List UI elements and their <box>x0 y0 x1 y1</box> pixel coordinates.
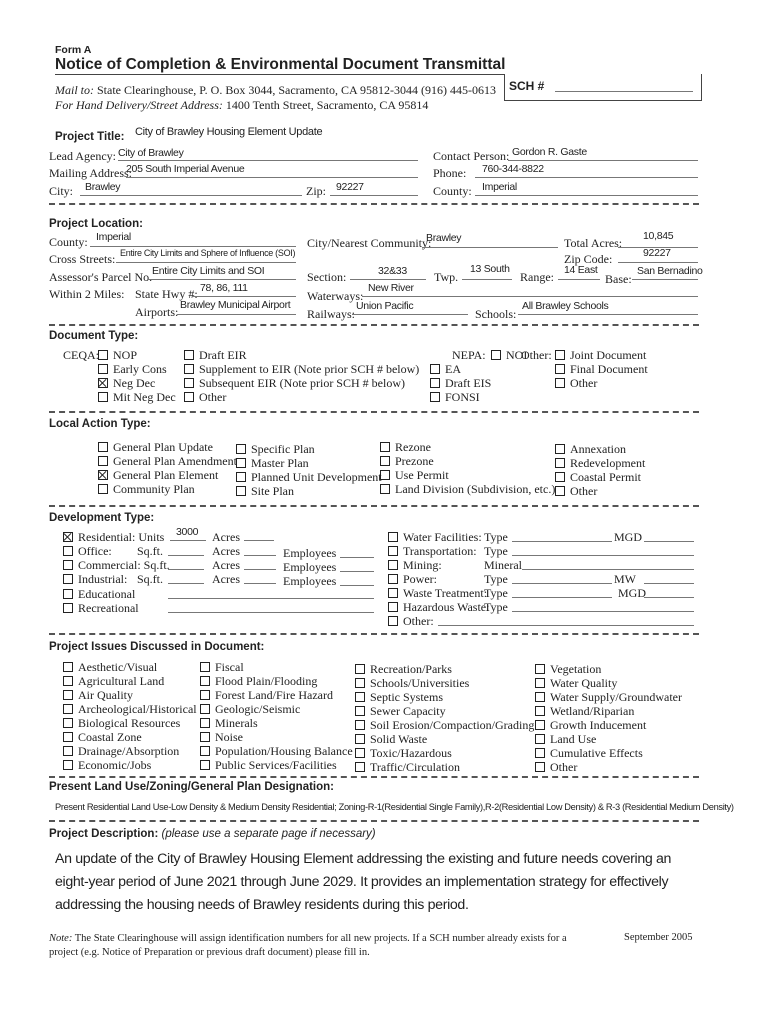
checkbox-icon <box>535 720 545 730</box>
zip-label: Zip: <box>306 184 326 198</box>
airports-value[interactable]: Brawley Municipal Airport <box>180 299 291 311</box>
local-action-annexation[interactable]: Annexation <box>555 442 626 457</box>
total-acres-label: Total Acres: <box>564 236 623 250</box>
checkbox-icon <box>555 364 565 374</box>
loc-zipcode-value[interactable]: 92227 <box>643 247 671 259</box>
issue-water-supply-groundwater[interactable]: Water Supply/Groundwater <box>535 690 682 705</box>
dev-industrial[interactable]: Industrial: <box>63 572 127 587</box>
divider <box>49 203 699 205</box>
ceqa-mit-neg-dec[interactable]: Mit Neg Dec <box>98 390 176 405</box>
dev-educational[interactable]: Educational <box>63 587 135 602</box>
sch-box: SCH # <box>504 74 702 101</box>
local-action-use-permit[interactable]: Use Permit <box>380 468 449 483</box>
nepa-ea[interactable]: EA <box>430 362 461 377</box>
issue-economic-jobs[interactable]: Economic/Jobs <box>63 758 151 773</box>
checkbox-icon <box>98 378 108 388</box>
base-value[interactable]: San Bernadino <box>637 265 703 277</box>
ceqa-subsequent-eir-note-prior-sch-below[interactable]: Subsequent EIR (Note prior SCH # below) <box>184 376 405 391</box>
ceqa-nop[interactable]: NOP <box>98 348 137 363</box>
airports-label: Airports: <box>135 305 179 319</box>
industrial-acres-line <box>244 583 276 584</box>
issue-aesthetic-visual[interactable]: Aesthetic/Visual <box>63 660 157 675</box>
checkbox-icon <box>355 720 365 730</box>
ceqa-early-cons[interactable]: Early Cons <box>98 362 167 377</box>
office-acres-line <box>244 555 276 556</box>
form-label: Form A <box>55 44 92 56</box>
issue-other[interactable]: Other <box>535 760 577 775</box>
hwy-line <box>192 296 296 297</box>
base-label: Base: <box>605 272 632 286</box>
dev-residential[interactable]: Residential: Units <box>63 530 164 545</box>
checkbox-icon <box>63 704 73 714</box>
checkbox-icon <box>535 762 545 772</box>
dev-recreational[interactable]: Recreational <box>63 601 139 616</box>
dev-waste-treatment[interactable]: Waste Treatment: <box>388 586 487 601</box>
checkbox-icon <box>98 456 108 466</box>
checkbox-icon <box>535 678 545 688</box>
checkbox-icon <box>430 378 440 388</box>
checkbox-icon <box>535 692 545 702</box>
checkbox-icon <box>184 350 194 360</box>
title-underline <box>55 74 505 75</box>
checkbox-icon <box>200 760 210 770</box>
dev-power-type-label: Type <box>484 572 508 586</box>
waterways-value[interactable]: New River <box>368 282 414 294</box>
checkbox-icon <box>555 350 565 360</box>
project-issues-heading: Project Issues Discussed in Document: <box>49 641 265 653</box>
issue-water-quality[interactable]: Water Quality <box>535 676 617 691</box>
recreational-line <box>168 612 374 613</box>
dev-waste-treatment-extra-line <box>644 597 694 598</box>
phone-line <box>475 177 698 178</box>
checkbox-icon <box>380 442 390 452</box>
checkbox-icon <box>380 456 390 466</box>
issue-noise[interactable]: Noise <box>200 730 243 745</box>
dev-power-mw-label: MW <box>614 572 636 586</box>
checkbox-icon <box>63 589 73 599</box>
local-action-heading: Local Action Type: <box>49 418 151 430</box>
hwy-label: State Hwy #: <box>135 287 198 301</box>
zip-line <box>330 195 418 196</box>
dev-hazardous-waste-line <box>512 611 694 612</box>
checkbox-icon <box>200 690 210 700</box>
industrial-employees-line <box>340 585 374 586</box>
checkbox-icon <box>355 748 365 758</box>
checkbox-icon <box>63 560 73 570</box>
loc-county-value[interactable]: Imperial <box>96 231 131 243</box>
range-value[interactable]: 14 East <box>564 264 598 276</box>
waterways-label: Waterways: <box>307 289 364 303</box>
divider <box>49 505 699 507</box>
other-label: Other: <box>521 348 552 362</box>
twp-line <box>462 279 512 280</box>
project-location-heading: Project Location: <box>49 218 143 230</box>
issue-geologic-seismic[interactable]: Geologic/Seismic <box>200 702 300 717</box>
dev-power[interactable]: Power: <box>388 572 437 587</box>
checkbox-icon <box>98 442 108 452</box>
industrial-employees-label: Employees <box>283 574 337 588</box>
issue-land-use[interactable]: Land Use <box>535 732 596 747</box>
divider <box>49 324 699 326</box>
dev-power-extra-line <box>644 583 694 584</box>
railways-value[interactable]: Union Pacific <box>356 300 414 312</box>
dev-other[interactable]: Other: <box>388 614 434 629</box>
sch-number-field[interactable] <box>555 91 693 92</box>
residential-acres-label: Acres <box>212 530 240 544</box>
schools-value[interactable]: All Brawley Schools <box>522 300 609 312</box>
lead-agency-value[interactable]: City of Brawley <box>118 147 184 159</box>
issue-flood-plain-flooding[interactable]: Flood Plain/Flooding <box>200 674 317 689</box>
office-employees-label: Employees <box>283 546 337 560</box>
units-value[interactable]: 3000 <box>176 526 199 538</box>
local-action-specific-plan[interactable]: Specific Plan <box>236 442 315 457</box>
checkbox-icon <box>63 732 73 742</box>
railways-label: Railways: <box>307 307 355 321</box>
lead-agency-label: Lead Agency: <box>49 149 116 163</box>
checkbox-icon <box>98 470 108 480</box>
base-line <box>632 279 698 280</box>
railways-line <box>352 314 468 315</box>
checkbox-icon <box>63 574 73 584</box>
cross-streets-label: Cross Streets: <box>49 252 116 266</box>
range-line <box>558 279 600 280</box>
section-line <box>350 279 426 280</box>
dev-office[interactable]: Office: <box>63 544 112 559</box>
checkbox-icon <box>236 486 246 496</box>
checkbox-icon <box>98 350 108 360</box>
land-use-heading: Present Land Use/Zoning/General Plan Designation: <box>49 781 334 793</box>
industrial-sqft-line <box>168 583 204 584</box>
industrial-acres-label: Acres <box>212 572 240 586</box>
checkbox-icon <box>63 676 73 686</box>
nearest-community-line <box>422 247 558 248</box>
ceqa-other[interactable]: Other <box>184 390 226 405</box>
checkbox-icon <box>491 350 501 360</box>
office-acres-label: Acres <box>212 544 240 558</box>
issue-forest-land-fire-hazard[interactable]: Forest Land/Fire Hazard <box>200 688 333 703</box>
mailing-address-line <box>126 177 418 178</box>
checkbox-icon <box>184 378 194 388</box>
divider <box>49 776 699 778</box>
commercial-employees-line <box>340 571 374 572</box>
checkbox-icon <box>355 706 365 716</box>
dev-mining[interactable]: Mining: <box>388 558 442 573</box>
mail-to-line: Mail to: State Clearinghouse, P. O. Box 3044, Sacramento, CA 95812-3044 (916) 445-0613 <box>55 83 496 97</box>
checkbox-icon <box>184 364 194 374</box>
issue-drainage-absorption[interactable]: Drainage/Absorption <box>63 744 179 759</box>
residential-acres-line <box>244 540 274 541</box>
nearest-community-label: City/Nearest Community: <box>307 236 432 250</box>
checkbox-icon <box>555 458 565 468</box>
office-sqft-line <box>168 555 204 556</box>
dev-waste-treatment-line <box>512 597 612 598</box>
checkbox-icon <box>388 532 398 542</box>
waterways-line <box>362 296 698 297</box>
issue-archeological-historical[interactable]: Archeological/Historical <box>63 702 197 717</box>
ceqa-neg-dec[interactable]: Neg Dec <box>98 376 155 391</box>
mailing-address-label: Mailing Address: <box>49 166 132 180</box>
contact-label: Contact Person: <box>433 149 510 163</box>
local-action-land-division-subdivision-etc[interactable]: Land Division (Subdivision, etc.) <box>380 482 555 497</box>
checkbox-icon <box>63 690 73 700</box>
within-label: Within 2 Miles: <box>49 287 125 301</box>
lead-agency-line <box>118 160 418 161</box>
issue-sewer-capacity[interactable]: Sewer Capacity <box>355 704 446 719</box>
issue-coastal-zone[interactable]: Coastal Zone <box>63 730 142 745</box>
county-line <box>475 195 698 196</box>
apn-value[interactable]: Entire City Limits and SOI <box>152 265 265 277</box>
other-other[interactable]: Other <box>555 376 597 391</box>
local-action-other[interactable]: Other <box>555 484 597 499</box>
dev-waste-treatment-type-label: Type <box>484 586 508 600</box>
checkbox-icon <box>236 472 246 482</box>
checkbox-icon <box>555 444 565 454</box>
checkbox-icon <box>63 746 73 756</box>
loc-county-label: County: <box>49 235 88 249</box>
checkbox-icon <box>63 662 73 672</box>
checkbox-icon <box>430 364 440 374</box>
checkbox-icon <box>388 616 398 626</box>
contact-value[interactable]: Gordon R. Gaste <box>512 146 587 158</box>
commercial-acres-line <box>244 569 276 570</box>
checkbox-icon <box>236 458 246 468</box>
zip-value[interactable]: 92227 <box>336 181 364 193</box>
dev-water-facilities-mgd-label: MGD <box>614 530 643 544</box>
checkbox-icon <box>388 546 398 556</box>
dev-hazardous-waste[interactable]: Hazardous Waste: <box>388 600 489 615</box>
cross-streets-line <box>116 262 296 263</box>
commercial-acres-label: Acres <box>212 558 240 572</box>
checkbox-icon <box>388 574 398 584</box>
twp-value[interactable]: 13 South <box>470 263 510 275</box>
issue-vegetation[interactable]: Vegetation <box>535 662 601 677</box>
airports-line <box>177 314 296 315</box>
local-action-planned-unit-development[interactable]: Planned Unit Development <box>236 470 382 485</box>
checkbox-icon <box>430 392 440 402</box>
nepa-label: NEPA: <box>452 348 486 362</box>
project-title-label: Project Title: <box>55 131 125 143</box>
local-action-general-plan-update[interactable]: General Plan Update <box>98 440 213 455</box>
local-action-site-plan[interactable]: Site Plan <box>236 484 294 499</box>
project-description-heading: Project Description: (please use a separate page if necessary) <box>49 828 376 840</box>
project-description-value[interactable]: An update of the City of Brawley Housing Element addressing the existing and future needs covering an eight-year period of June 2021 through June 2029. It provides an implementation strategy for effectively addressing the housing needs of Brawley residents during this period. <box>55 851 672 913</box>
issue-fiscal[interactable]: Fiscal <box>200 660 244 675</box>
checkbox-icon <box>200 746 210 756</box>
schools-label: Schools: <box>475 307 517 321</box>
range-label: Range: <box>520 270 554 284</box>
checkbox-icon <box>63 603 73 613</box>
hand-delivery-line: For Hand Delivery/Street Address: 1400 Tenth Street, Sacramento, CA 95814 <box>55 98 429 112</box>
checkbox-icon <box>98 392 108 402</box>
issue-traffic-circulation[interactable]: Traffic/Circulation <box>355 760 460 775</box>
checkbox-icon <box>380 484 390 494</box>
loc-zipcode-label: Zip Code: <box>564 252 613 266</box>
issue-agricultural-land[interactable]: Agricultural Land <box>63 674 164 689</box>
checkbox-icon <box>200 676 210 686</box>
issue-toxic-hazardous[interactable]: Toxic/Hazardous <box>355 746 452 761</box>
local-action-community-plan[interactable]: Community Plan <box>98 482 195 497</box>
page-title: Notice of Completion & Environmental Document Transmittal <box>55 56 506 73</box>
issue-growth-inducement[interactable]: Growth Inducement <box>535 718 646 733</box>
checkbox-icon <box>535 664 545 674</box>
checkbox-icon <box>355 762 365 772</box>
local-action-coastal-permit[interactable]: Coastal Permit <box>555 470 641 485</box>
issue-biological-resources[interactable]: Biological Resources <box>63 716 180 731</box>
dev-water-facilities-line <box>512 541 612 542</box>
divider <box>49 820 699 822</box>
dev-commercial[interactable]: Commercial: Sq.ft. <box>63 558 170 573</box>
dev-water-facilities-type-label: Type <box>484 530 508 544</box>
checkbox-icon <box>200 732 210 742</box>
issue-solid-waste[interactable]: Solid Waste <box>355 732 427 747</box>
hwy-value[interactable]: 78, 86, 111 <box>200 282 248 294</box>
checkbox-icon <box>555 378 565 388</box>
section-label: Section: <box>307 270 347 284</box>
dev-water-facilities[interactable]: Water Facilities: <box>388 530 482 545</box>
divider <box>49 411 699 413</box>
ceqa-supplement-to-eir-note-prior-sch-below[interactable]: Supplement to EIR (Note prior SCH # below) <box>184 362 419 377</box>
section-value[interactable]: 32&33 <box>378 265 407 277</box>
dev-transportation[interactable]: Transportation: <box>388 544 477 559</box>
dev-transportation-line <box>512 555 694 556</box>
other-joint-document[interactable]: Joint Document <box>555 348 646 363</box>
checkbox-icon <box>535 706 545 716</box>
checkbox-icon <box>355 734 365 744</box>
checkbox-icon <box>355 692 365 702</box>
contact-line <box>508 160 698 161</box>
checkbox-icon <box>355 664 365 674</box>
divider <box>49 633 699 635</box>
issue-schools-universities[interactable]: Schools/Universities <box>355 676 469 691</box>
nepa-noi[interactable]: NOI <box>491 348 527 363</box>
total-acres-value[interactable]: 10,845 <box>643 230 674 242</box>
local-action-redevelopment[interactable]: Redevelopment <box>555 456 645 471</box>
checkbox-icon <box>535 734 545 744</box>
checkbox-icon <box>200 704 210 714</box>
issue-soil-erosion-compaction-grading[interactable]: Soil Erosion/Compaction/Grading <box>355 718 534 733</box>
county-label: County: <box>433 184 472 198</box>
industrial-sqft-label: Sq.ft. <box>137 572 164 586</box>
development-type-heading: Development Type: <box>49 512 155 524</box>
ceqa-label: CEQA: <box>63 348 99 362</box>
local-action-rezone[interactable]: Rezone <box>380 440 431 455</box>
land-use-value[interactable]: Present Residential Land Use-Low Density & Medium Density Residential; Zoning-R-1(Residential Single Family),R-2(Residential Low Density) & R-3 (Residential Medium Density) <box>55 802 734 812</box>
city-value[interactable]: Brawley <box>85 181 121 193</box>
dev-mining-line <box>522 569 694 570</box>
ceqa-draft-eir[interactable]: Draft EIR <box>184 348 247 363</box>
phone-label: Phone: <box>433 166 467 180</box>
checkbox-icon <box>388 560 398 570</box>
checkbox-icon <box>555 472 565 482</box>
twp-label: Twp. <box>434 270 459 284</box>
educational-line <box>168 598 374 599</box>
checkbox-icon <box>555 486 565 496</box>
city-label: City: <box>49 184 74 198</box>
checkbox-icon <box>98 484 108 494</box>
dev-transportation-type-label: Type <box>484 544 508 558</box>
dev-water-facilities-extra-line <box>644 541 694 542</box>
issue-minerals[interactable]: Minerals <box>200 716 258 731</box>
checkbox-icon <box>63 546 73 556</box>
checkbox-icon <box>535 748 545 758</box>
local-action-general-plan-amendment[interactable]: General Plan Amendment <box>98 454 237 469</box>
project-title-value[interactable]: City of Brawley Housing Element Update <box>135 126 323 138</box>
document-type-heading: Document Type: <box>49 330 139 342</box>
issue-septic-systems[interactable]: Septic Systems <box>355 690 443 705</box>
local-action-master-plan[interactable]: Master Plan <box>236 456 309 471</box>
issue-air-quality[interactable]: Air Quality <box>63 688 133 703</box>
loc-zipcode-line <box>618 262 698 263</box>
dev-other-line <box>438 625 694 626</box>
issue-recreation-parks[interactable]: Recreation/Parks <box>355 662 452 677</box>
issue-public-services-facilities[interactable]: Public Services/Facilities <box>200 758 337 773</box>
form-date: September 2005 <box>624 932 693 943</box>
issue-wetland-riparian[interactable]: Wetland/Riparian <box>535 704 634 719</box>
checkbox-icon <box>63 718 73 728</box>
apn-line <box>148 279 296 280</box>
checkbox-icon <box>63 532 73 542</box>
commercial-sqft-line <box>168 569 204 570</box>
checkbox-icon <box>388 602 398 612</box>
mailing-address-value[interactable]: 205 South Imperial Avenue <box>126 163 245 175</box>
county-value[interactable]: Imperial <box>482 181 517 193</box>
dev-waste-treatment-mgd-label: MGD <box>618 586 647 600</box>
issue-cumulative-effects[interactable]: Cumulative Effects <box>535 746 643 761</box>
dev-power-line <box>512 583 612 584</box>
checkbox-icon <box>236 444 246 454</box>
checkbox-icon <box>388 588 398 598</box>
commercial-employees-label: Employees <box>283 560 337 574</box>
local-action-prezone[interactable]: Prezone <box>380 454 434 469</box>
units-line <box>170 540 206 541</box>
checkbox-icon <box>355 678 365 688</box>
checkbox-icon <box>200 662 210 672</box>
checkbox-icon <box>200 718 210 728</box>
office-employees-line <box>340 557 374 558</box>
nepa-fonsi[interactable]: FONSI <box>430 390 480 405</box>
footer-note: Note: The State Clearinghouse will assign identification numbers for all new projects. If a SCH number already exists for a project (e.g. Notice of Preparation or previous draft document) please fill in. <box>49 933 567 958</box>
phone-value[interactable]: 760-344-8822 <box>482 163 544 175</box>
apn-label: Assessor's Parcel No. <box>49 270 153 284</box>
dev-mining-mineral-label: Mineral <box>484 558 522 572</box>
schools-line <box>518 314 698 315</box>
local-action-general-plan-element[interactable]: General Plan Element <box>98 468 218 483</box>
cross-streets-value[interactable]: Entire City Limits and Sphere of Influence (SOI) <box>120 248 296 258</box>
checkbox-icon <box>380 470 390 480</box>
other-final-document[interactable]: Final Document <box>555 362 648 377</box>
issue-population-housing-balance[interactable]: Population/Housing Balance <box>200 744 353 759</box>
checkbox-icon <box>98 364 108 374</box>
nepa-draft-eis[interactable]: Draft EIS <box>430 376 491 391</box>
office-sqft-label: Sq.ft. <box>137 544 164 558</box>
city-line <box>80 195 302 196</box>
loc-county-line <box>90 246 296 247</box>
nearest-community-value[interactable]: Brawley <box>426 232 462 244</box>
checkbox-icon <box>184 392 194 402</box>
dev-hazardous-waste-type-label: Type <box>484 600 508 614</box>
checkbox-icon <box>63 760 73 770</box>
